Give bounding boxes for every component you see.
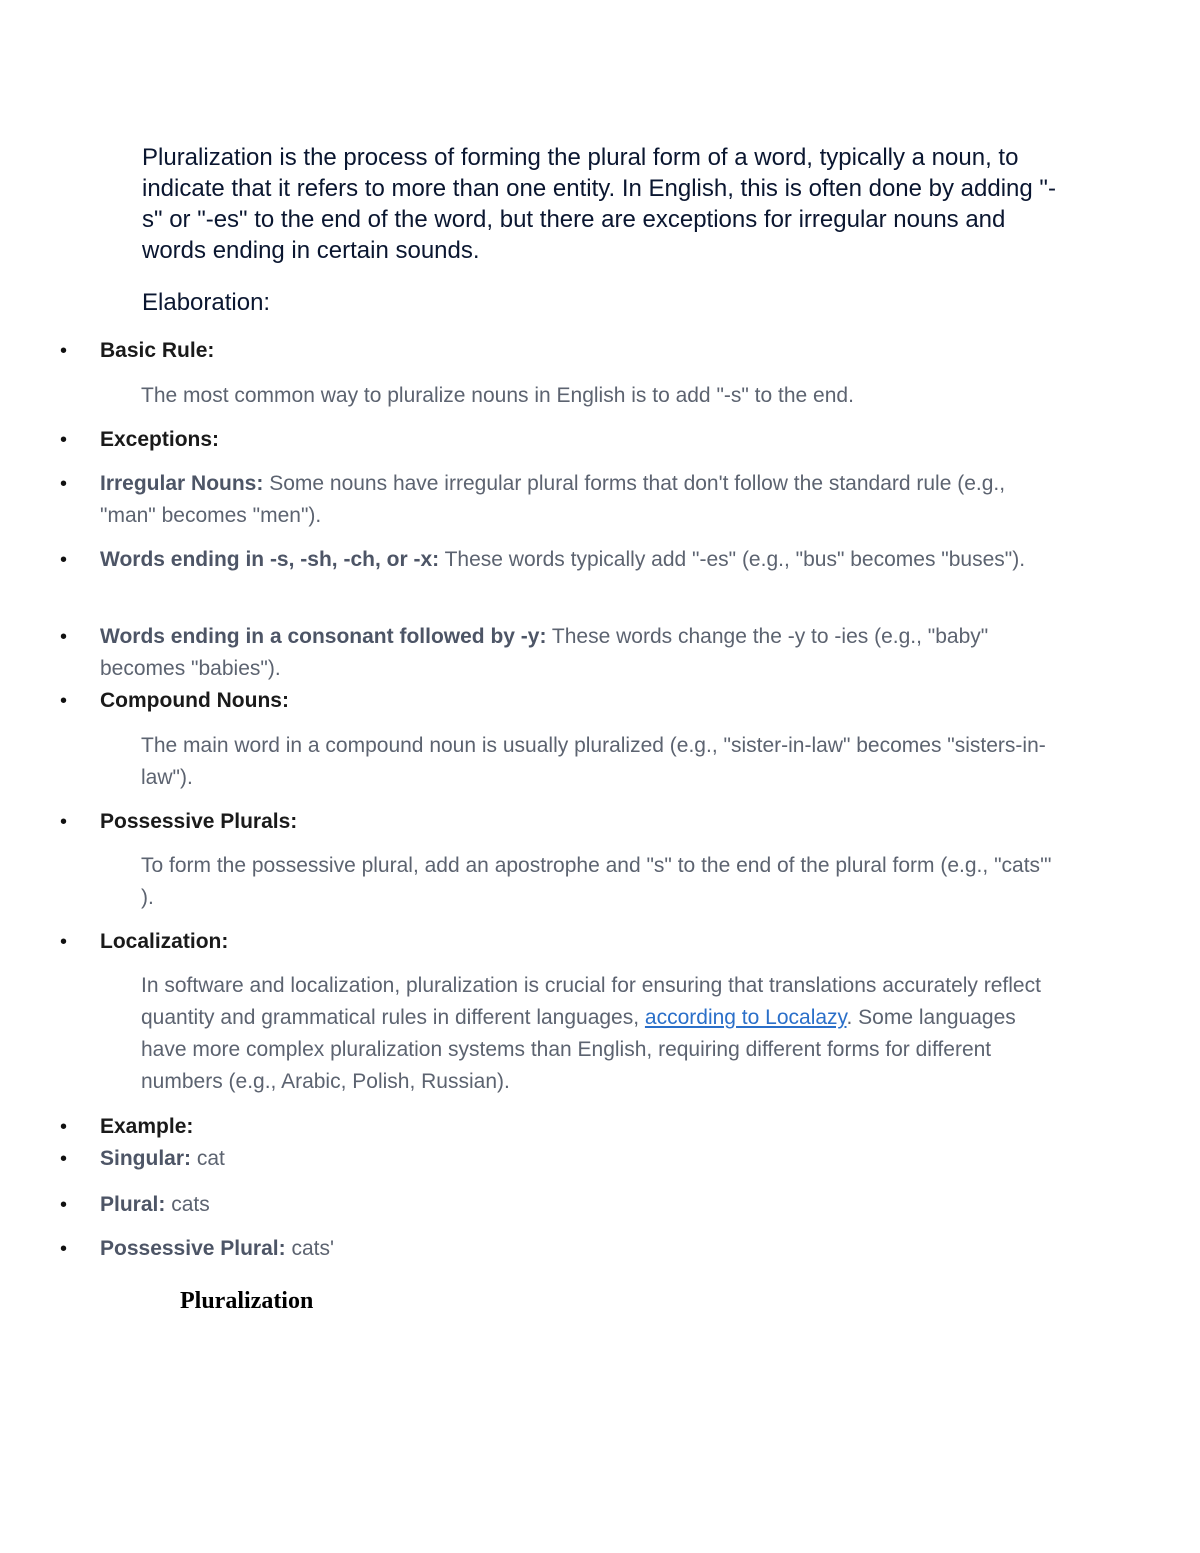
compound-nouns-text: The main word in a compound noun is usually pluralized (e.g., "sister-in-law" becomes "sisters-in-law"). [141, 734, 1046, 789]
bullet-icon: • [60, 1194, 68, 1216]
bullet-icon: • [60, 1238, 68, 1260]
bullet-icon: • [60, 690, 68, 712]
bullet-icon: • [60, 626, 68, 648]
localization-label: Localization: [100, 930, 229, 953]
possessive-plurals-text: To form the possessive plural, add an apostrophe and "s" to the end of the plural form (e.g., "cats'" ). [141, 854, 1052, 909]
singular-label: Singular: [100, 1147, 192, 1170]
bullet-icon: • [60, 811, 68, 833]
localization-text-after: . Some languages have more complex pluralization systems than English, requiring different forms for different numbers (e.g., Arabic, Polish, Russian). [141, 1006, 1016, 1093]
ending-y-text: These words change the -y to -ies (e.g., "baby" becomes "babies"). [100, 625, 989, 680]
elaboration-heading: Elaboration: [142, 289, 271, 316]
intro-paragraph: Pluralization is the process of forming the plural form of a word, typically a noun, to indicate that it refers to more than one entity. In English, this is often done by adding "-s" or "-es" to the end of the word, but there are exceptions for irregular nouns and words ending in certain sounds. [142, 144, 1056, 264]
plural-label: Plural: [100, 1193, 166, 1216]
bullet-icon: • [60, 931, 68, 953]
bullet-icon: • [60, 340, 68, 362]
irregular-nouns-text: Some nouns have irregular plural forms that don't follow the standard rule (e.g., "man" becomes "men"). [100, 472, 1006, 527]
localazy-link[interactable]: according to Localazy [644, 1006, 847, 1029]
possessive-plural-label: Possessive Plural: [100, 1237, 286, 1260]
example-label: Example: [100, 1115, 194, 1138]
footer-title: Pluralization [180, 1288, 314, 1314]
irregular-nouns-label: Irregular Nouns: [100, 472, 264, 495]
ending-s-label: Words ending in -s, -sh, -ch, or -x: [100, 548, 440, 571]
bullet-icon: • [60, 1116, 68, 1138]
basic-rule-label: Basic Rule: [100, 339, 215, 362]
plural-value: cats [165, 1193, 210, 1216]
ending-y-label: Words ending in a consonant followed by -y: [100, 625, 547, 648]
compound-nouns-label: Compound Nouns: [100, 689, 289, 712]
singular-value: cat [191, 1147, 225, 1170]
localization-text [141, 970, 1061, 1098]
exceptions-label: Exceptions: [100, 428, 220, 451]
bullet-icon: • [60, 429, 68, 451]
basic-rule-text: The most common way to pluralize nouns in English is to add "-s" to the end. [141, 384, 854, 407]
ending-s-text: These words typically add "-es" (e.g., "bus" becomes "buses"). [439, 548, 1026, 571]
localization-text-before: In software and localization, pluralization is crucial for ensuring that translations accurately reflect quantity and grammatical rules in different languages, [141, 974, 1041, 1029]
bullet-icon: • [60, 473, 68, 495]
bullet-icon: • [60, 549, 68, 571]
possessive-plurals-label: Possessive Plurals: [100, 810, 298, 833]
possessive-plural-value: cats' [285, 1237, 334, 1260]
bullet-icon: • [60, 1148, 68, 1170]
